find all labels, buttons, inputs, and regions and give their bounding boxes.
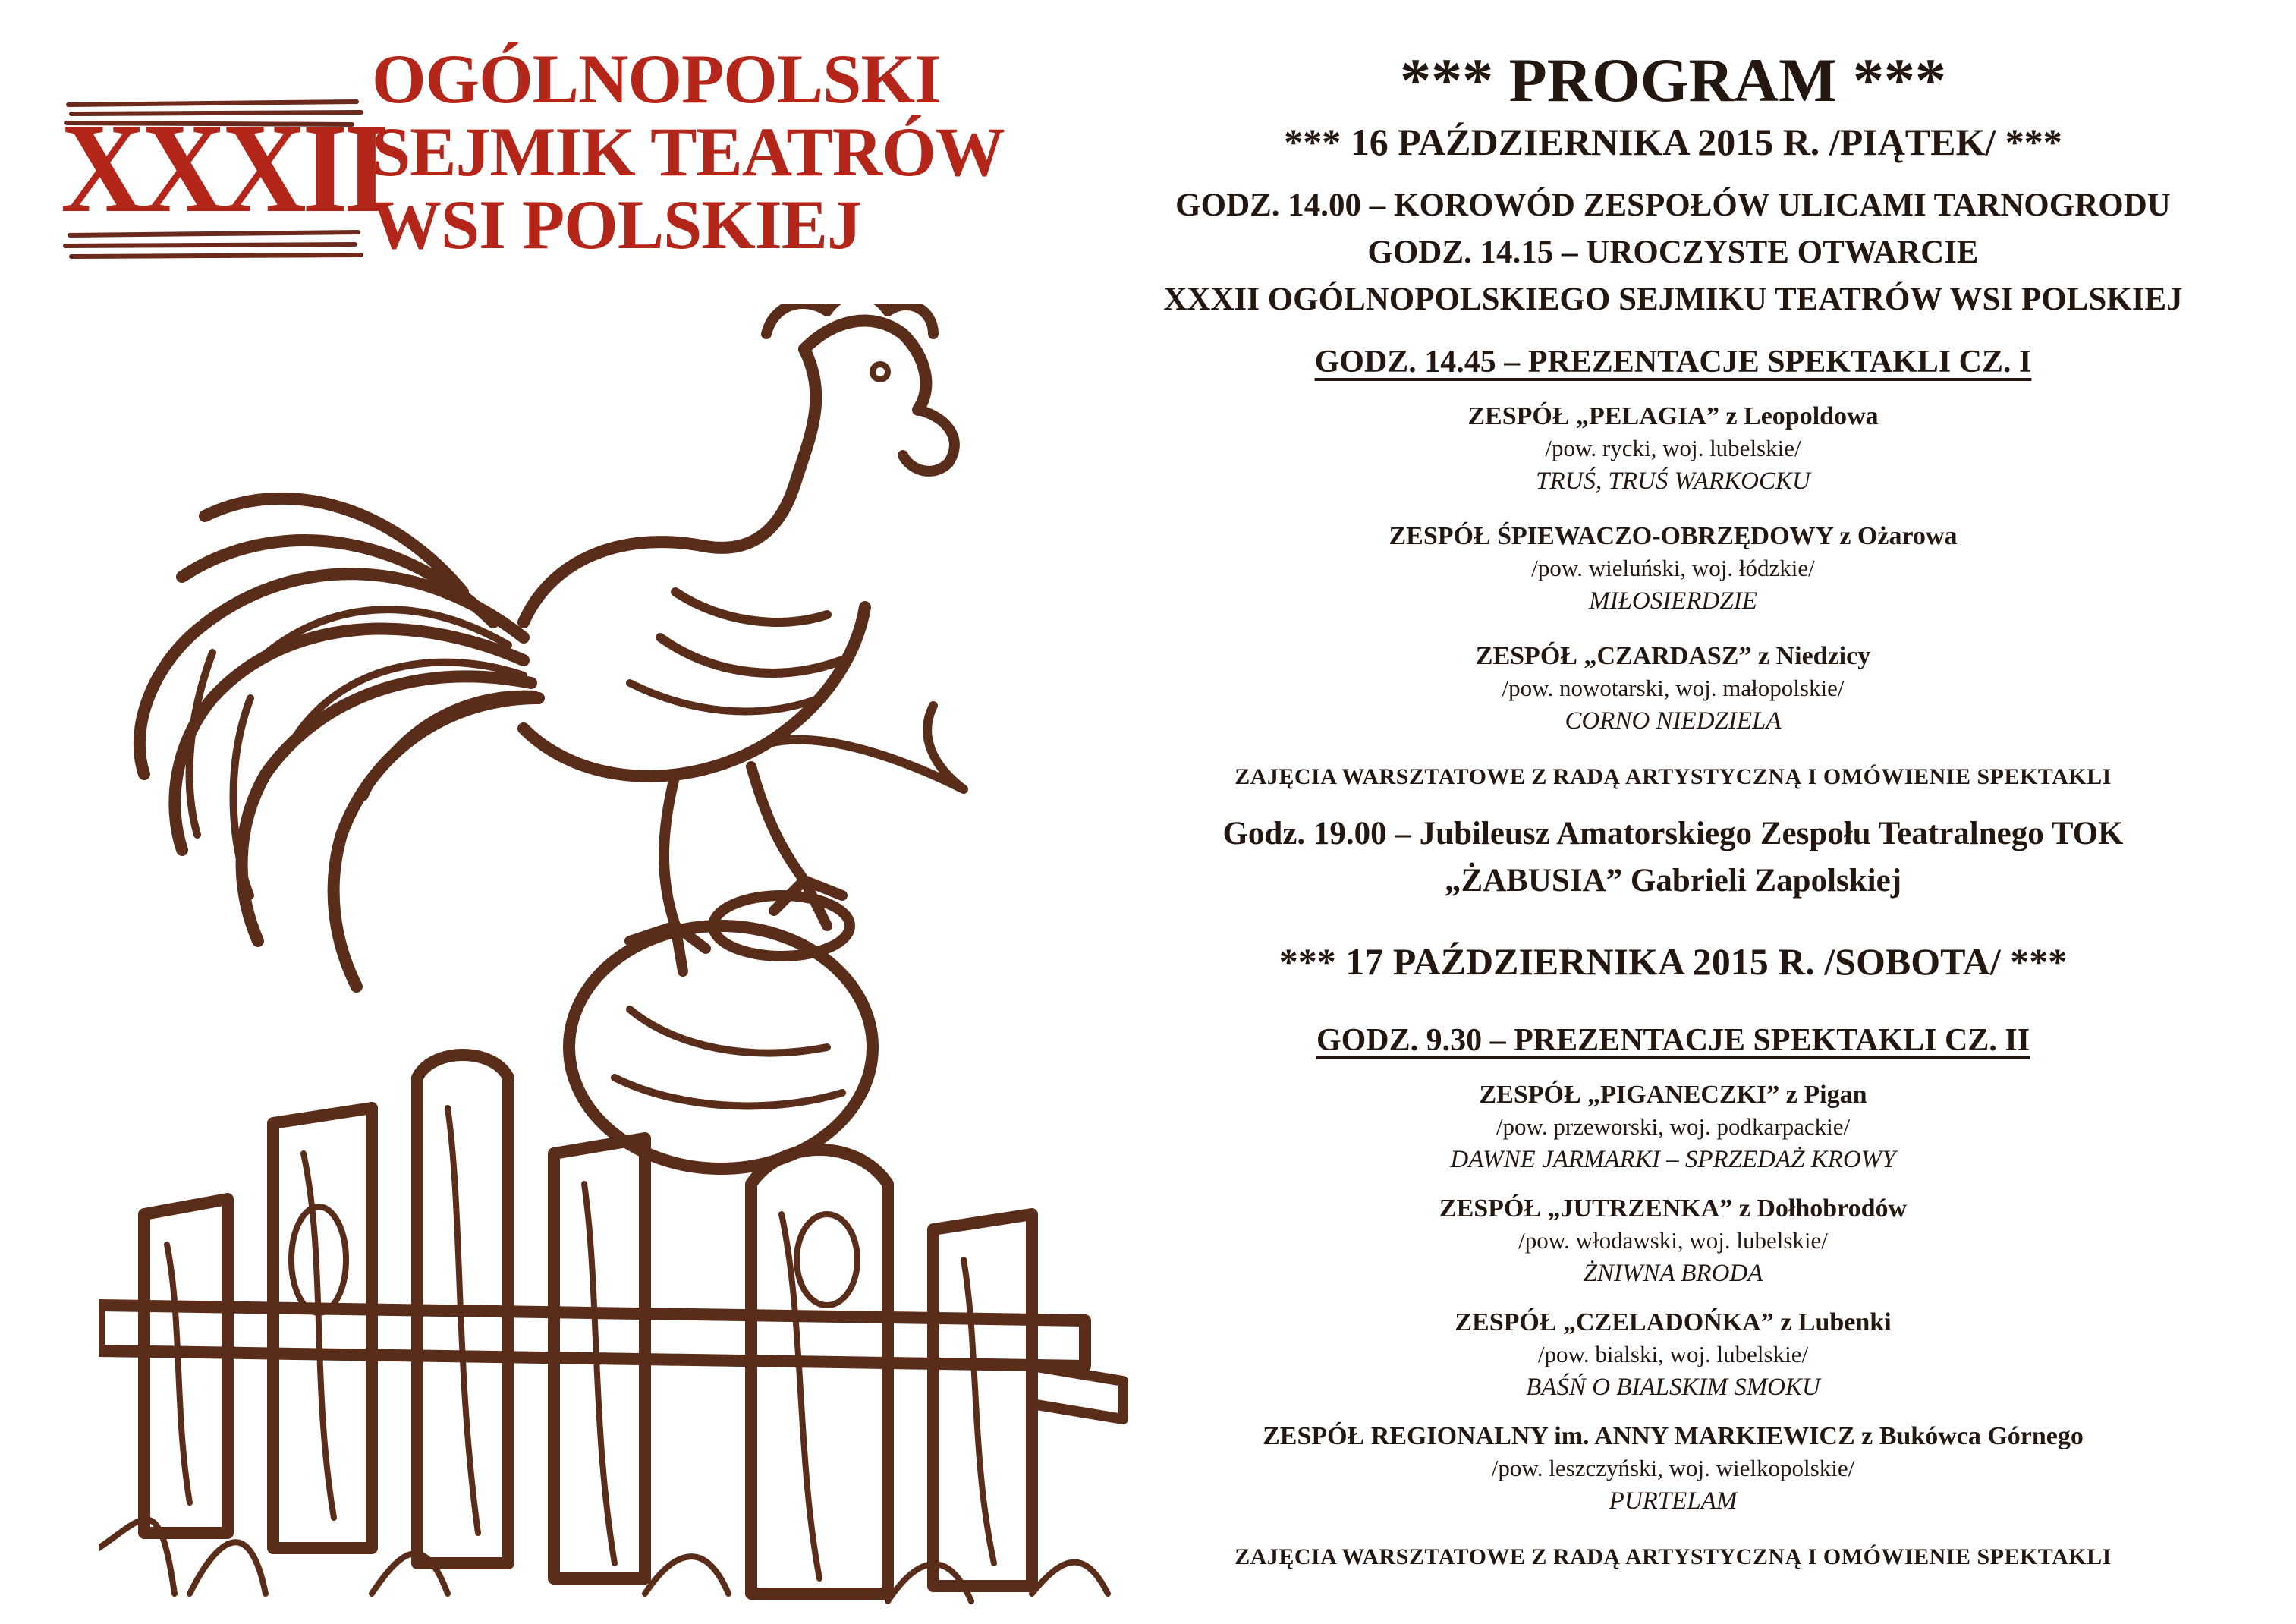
group-entry	[1093, 401, 2254, 498]
group-play-title: MIŁOSIERDZIE	[1589, 587, 1757, 615]
day2-header: *** 17 PAŹDZIERNIKA 2015 R. /SOBOTA/ ***	[1279, 940, 2068, 983]
group-play-title: TRUŚ, TRUŚ WARKOCKU	[1536, 467, 1810, 495]
group-name: ZESPÓŁ „CZELADOŃKA” z Lubenki	[1455, 1308, 1892, 1336]
group-play-title: DAWNE JARMARKI – SPRZEDAŻ KROWY	[1450, 1146, 1896, 1173]
group-location: /pow. włodawski, woj. lubelskie/	[1518, 1227, 1828, 1254]
group-entry	[1093, 640, 2254, 738]
group-entry	[1093, 521, 2254, 618]
event-line-1: GODZ. 14.00 – KOROWÓD ZESPOŁÓW ULICAMI TARNOGRODU	[1175, 187, 2171, 223]
group-name: ZESPÓŁ REGIONALNY im. ANNY MARKIEWICZ z Bukówca Górnego	[1263, 1422, 2084, 1450]
logo-line-2: SEJMIK TEATRÓW	[372, 113, 1005, 190]
jubilee-line-2: „ŻABUSIA” Gabrieli Zapolskiej	[1444, 863, 1902, 899]
group-name: ZESPÓŁ „PIGANECZKI” z Pigan	[1479, 1081, 1867, 1109]
group-name: ZESPÓŁ „JUTRZENKA” z Dołhobrodów	[1439, 1194, 1908, 1223]
group-play-title: ŻNIWNA BRODA	[1583, 1260, 1763, 1287]
event-line-2: GODZ. 14.15 – UROCZYSTE OTWARCIE	[1367, 234, 1979, 270]
group-location: /pow. leszczyński, woj. wielkopolskie/	[1491, 1455, 1855, 1481]
event-line-3: XXXII OGÓLNOPOLSKIEGO SEJMIKU TEATRÓW WSI POLSKIEJ	[1163, 282, 2183, 317]
logo-line-1: OGÓLNOPOLSKI	[372, 40, 941, 118]
day1-header: *** 16 PAŹDZIERNIKA 2015 R. /PIĄTEK/ ***	[1284, 121, 2062, 163]
section-header-part2: GODZ. 9.30 – PREZENTACJE SPEKTAKLI CZ. II	[1316, 1023, 2030, 1058]
program-title: *** PROGRAM ***	[1400, 46, 1946, 115]
group-entry	[1093, 1193, 2254, 1290]
group-play-title: CORNO NIEDZIELA	[1565, 707, 1782, 735]
group-play-title: BAŚŃ O BIALSKIM SMOKU	[1526, 1374, 1820, 1401]
festival-logo	[61, 42, 1108, 270]
logo-line-3: WSI POLSKIEJ	[372, 186, 861, 263]
group-entry	[1093, 1307, 2254, 1404]
section-header-part1: GODZ. 14.45 – PREZENTACJE SPEKTAKLI CZ. I	[1314, 345, 2032, 379]
group-name: ZESPÓŁ ŚPIEWACZO-OBRZĘDOWY z Ożarowa	[1389, 522, 1958, 550]
group-name: ZESPÓŁ „PELAGIA” z Leopoldowa	[1467, 402, 1879, 430]
group-location: /pow. nowotarski, woj. małopolskie/	[1502, 675, 1845, 701]
program-schedule	[1093, 42, 2254, 1574]
edition-numeral: XXXII	[61, 98, 385, 239]
workshop-note-day2: ZAJĘCIA WARSZTATOWE Z RADĄ ARTYSTYCZNĄ I OMÓWIENIE SPEKTAKLI	[1234, 1544, 2112, 1569]
group-entry	[1093, 1079, 2254, 1176]
group-location: /pow. bialski, woj. lubelskie/	[1537, 1341, 1809, 1367]
group-location: /pow. przeworski, woj. podkarpackie/	[1496, 1113, 1851, 1140]
workshop-note-day1: ZAJĘCIA WARSZTATOWE Z RADĄ ARTYSTYCZNĄ I OMÓWIENIE SPEKTAKLI	[1234, 764, 2112, 789]
group-location: /pow. rycki, woj. lubelskie/	[1545, 435, 1801, 461]
group-name: ZESPÓŁ „CZARDASZ” z Niedzicy	[1475, 642, 1871, 670]
jubilee-line-1: Godz. 19.00 – Jubileusz Amatorskiego Zespołu Teatralnego TOK	[1222, 816, 2124, 851]
rooster-on-fence-illustration	[99, 304, 1138, 1609]
group-entry	[1093, 1421, 2254, 1518]
group-play-title: PURTELAM	[1609, 1487, 1738, 1515]
group-location: /pow. wieluński, woj. łódzkie/	[1531, 555, 1815, 581]
